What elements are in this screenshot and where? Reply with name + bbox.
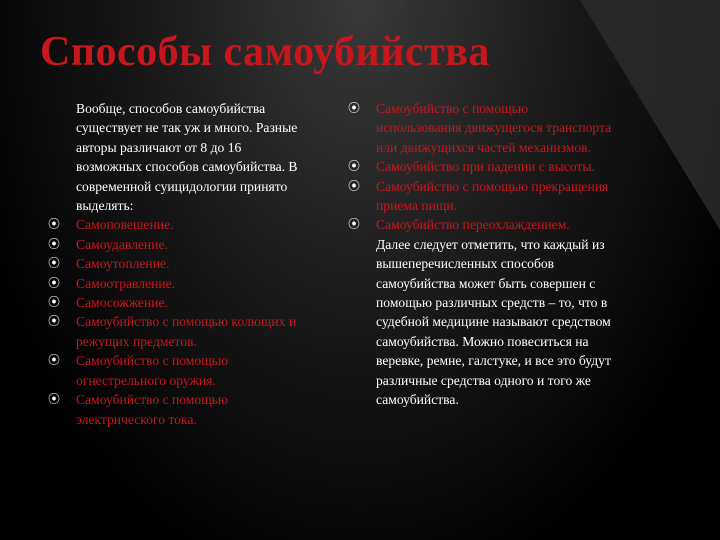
bullet-icon: ⦿	[48, 295, 61, 310]
list-item	[48, 390, 310, 429]
bullet-icon: ⦿	[348, 101, 361, 115]
list-item	[48, 254, 310, 273]
intro-text: Вообще, способов самоубийства существует не так уж и много. Разные авторы различают от 8 до 16 возможных способов самоубийства. В современной суицидологии принято выделять:	[76, 101, 298, 214]
bullet-icon: ⦿	[48, 314, 61, 329]
closing-paragraph: Далее следует отметить, что каждый из вышеперечисленных способов самоубийства может быть совершен с помощью различных средств – то, что в судебной медицине называют средством самоубийства. Можно повеситься на веревке, ремне, галстуке, и все это будут различные средства одного и того же самоубийства.	[376, 236, 611, 408]
slide-title: Способы самоубийства	[40, 29, 490, 75]
list-item	[48, 235, 310, 254]
bullet-icon: ⦿	[48, 236, 61, 251]
list-item-text: Самосожжение.	[76, 295, 168, 311]
list-item-text: Самоотравление.	[76, 275, 176, 291]
list-item-text: Самоубийство при падении с высоты.	[376, 159, 595, 175]
bullet-icon: ⦿	[348, 178, 361, 193]
bullet-icon: ⦿	[48, 275, 61, 290]
list-item	[348, 157, 616, 176]
bullet-icon: ⦿	[48, 256, 61, 271]
list-item-text: Самоповешение.	[76, 217, 174, 233]
list-item	[48, 351, 310, 390]
list-item	[348, 177, 616, 216]
list-item-text: Самоутопление.	[76, 256, 170, 272]
bullet-icon: ⦿	[48, 392, 61, 407]
list-item-text: Самоудавление.	[76, 236, 168, 252]
list-item	[48, 215, 310, 234]
list-item	[48, 293, 310, 312]
list-item-text: Самоубийство с помощью прекращения приема пищи.	[376, 178, 609, 214]
list-item-text: Самоубийство с помощью электрического тока.	[76, 392, 229, 427]
list-item-text: Самоубийство с помощью использования движущегося транспорта или движущихся частей механизмов.	[376, 101, 612, 155]
list-item	[48, 274, 310, 293]
bullet-icon: ⦿	[48, 217, 61, 232]
list-item-text: Самоубийство с помощью колющих и режущих предметов.	[76, 314, 297, 349]
list-item	[348, 99, 616, 157]
list-item	[348, 215, 616, 234]
list-item-text: Самоубийство переохлаждением.	[376, 217, 570, 233]
bullet-icon: ⦿	[48, 353, 61, 368]
right-column	[348, 99, 616, 410]
list-item-text: Самоубийство с помощью огнестрельного оружия.	[76, 353, 229, 388]
left-column	[48, 99, 310, 429]
bullet-icon: ⦿	[348, 159, 361, 174]
list-item	[48, 312, 310, 351]
bullet-icon: ⦿	[348, 217, 361, 232]
